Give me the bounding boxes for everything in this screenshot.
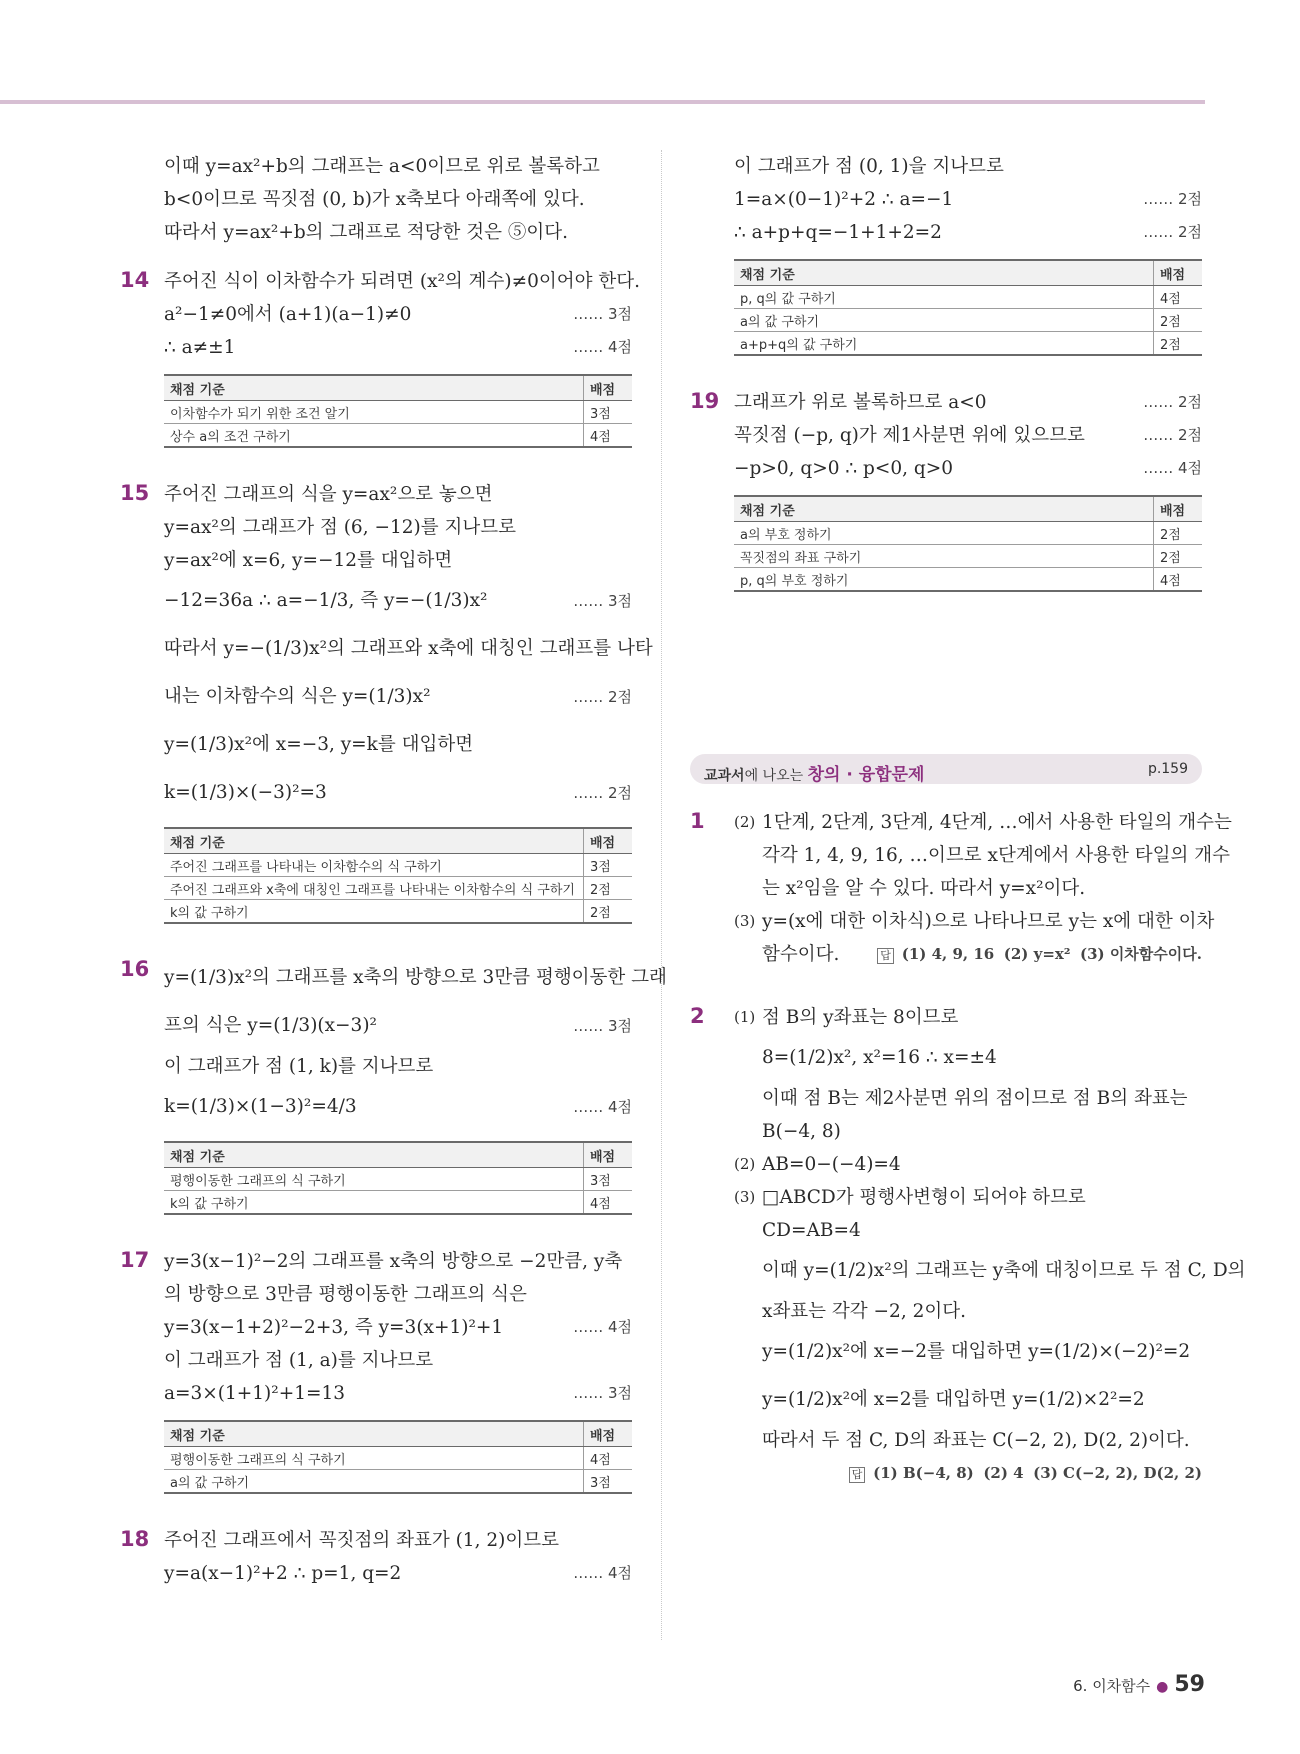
table-cell: 주어진 그래프와 x축에 대칭인 그래프를 나타내는 이차함수의 식 구하기 [164, 877, 584, 900]
right-column [690, 150, 1246, 1517]
table-row [164, 854, 632, 877]
answer-part: (3) C(−2, 2), D(2, 2) [1033, 1464, 1202, 1482]
problem-15 [120, 478, 653, 924]
text-line [734, 386, 1202, 419]
answer-label: 답 [849, 1467, 866, 1483]
text-line [164, 1002, 632, 1050]
answer-part: (1) 4, 9, 16 [901, 945, 995, 963]
text-line [164, 298, 632, 331]
problem-number: 17 [120, 1248, 150, 1272]
text-line: 따라서 y=ax²+b의 그래프로 적당한 것은 ⑤이다. [164, 222, 569, 243]
text-line [164, 954, 667, 1002]
score-mark: …… 3점 [573, 1017, 632, 1035]
line-text: k=(1/3)×(−3)²=3 [164, 782, 327, 803]
text-line: B(−4, 8) [762, 1121, 841, 1142]
banner-title [704, 760, 924, 785]
score-mark: …… 3점 [573, 592, 632, 610]
line-text: y=ax²에 x=6, y=−12를 대입하면 [164, 550, 453, 571]
score-mark: …… 4점 [573, 338, 632, 356]
score-mark: …… 3점 [573, 1384, 632, 1402]
line-text: 1=a×(0−1)²+2 ∴ a=−1 [734, 189, 954, 210]
sub-question-2 [734, 1148, 1202, 1181]
line-text: 그래프가 위로 볼록하므로 a<0 [734, 392, 987, 413]
creative-problem-2 [690, 1001, 1246, 1487]
answer-part: (1) B(−4, 8) [873, 1464, 974, 1482]
problem-number: 2 [690, 1004, 705, 1028]
table-cell: 2점 [1154, 332, 1203, 356]
problem-16 [120, 954, 667, 1215]
grading-table [164, 1420, 632, 1494]
text-line [164, 478, 632, 511]
table-row [734, 309, 1202, 332]
text-line: 1단계, 2단계, 3단계, 4단계, …에서 사용한 타일의 개수는 [762, 812, 1232, 833]
table-cell: 주어진 그래프를 나타내는 이차함수의 식 구하기 [164, 854, 584, 877]
header-rule [0, 100, 1205, 104]
sub-tag: (1) [734, 1008, 756, 1026]
table-row [734, 286, 1202, 309]
table-header: 배점 [584, 1421, 633, 1447]
text-line: 8=(1/2)x², x²=16 ∴ x=±4 [762, 1047, 997, 1068]
text-line: CD=AB=4 [762, 1220, 861, 1241]
problem-18 [120, 1524, 632, 1590]
table-header: 배점 [584, 375, 633, 401]
text-line [734, 216, 1202, 249]
sub-tag: (3) [734, 1188, 756, 1206]
table-header: 채점 기준 [164, 1142, 584, 1168]
section-title: 6. 이차함수 [1073, 1677, 1151, 1695]
sub-tag: (2) [734, 813, 756, 831]
text-line [164, 511, 632, 544]
table-cell: 3점 [584, 854, 633, 877]
table-header: 배점 [1154, 260, 1203, 286]
banner-prefix: 교과서 [704, 768, 745, 784]
text-line [734, 183, 1202, 216]
table-cell: 평행이동한 그래프의 식 구하기 [164, 1447, 584, 1470]
text-line: 이때 y=ax²+b의 그래프는 a<0이므로 위로 볼록하고 [164, 156, 600, 177]
score-mark: …… 4점 [1143, 459, 1202, 477]
table-row [164, 1168, 632, 1191]
text-line: 점 B의 y좌표는 8이므로 [762, 1007, 959, 1028]
left-column [120, 150, 667, 1620]
text-line [164, 265, 641, 298]
table-cell: 4점 [584, 1191, 633, 1215]
text-line: y=(x에 대한 이차식)으로 나타나므로 y는 x에 대한 이차 [762, 911, 1215, 932]
table-cell: 평행이동한 그래프의 식 구하기 [164, 1168, 584, 1191]
answer-key [877, 938, 1202, 971]
text-line [164, 1083, 632, 1131]
line-text: ∴ a≠±1 [164, 337, 236, 358]
page-number: 59 [1174, 1672, 1205, 1697]
text-line [164, 1557, 632, 1590]
text-line [164, 1377, 632, 1410]
table-cell: 4점 [584, 1447, 633, 1470]
table-row [734, 522, 1202, 545]
table-header: 채점 기준 [734, 496, 1154, 522]
text-line [164, 1344, 632, 1377]
problem-19 [690, 386, 1202, 592]
text-line: AB=0−(−4)=4 [762, 1154, 901, 1175]
sub-question-3 [734, 905, 1215, 971]
sub-question-2 [734, 806, 1232, 905]
table-cell: a의 값 구하기 [164, 1470, 584, 1494]
line-text: −12=36a ∴ a=−1/3, 즉 y=−(1/3)x² [164, 590, 488, 611]
sub-question-1 [734, 1001, 1202, 1148]
text-line: 는 x²임을 알 수 있다. 따라서 y=x²이다. [762, 878, 1086, 899]
table-row [164, 900, 632, 924]
table-cell: 3점 [584, 401, 633, 424]
line-text: 이 그래프가 점 (0, 1)을 지나므로 [734, 156, 1004, 177]
problem-13-continuation [120, 150, 632, 249]
score-mark: …… 4점 [573, 1564, 632, 1582]
line-text: y=3(x−1+2)²−2+3, 즉 y=3(x+1)²+1 [164, 1317, 504, 1338]
problem-number: 19 [690, 389, 720, 413]
table-row [164, 401, 632, 424]
text-line [734, 150, 1202, 183]
table-row [734, 332, 1202, 356]
line-text: 이 그래프가 점 (1, k)를 지나므로 [164, 1056, 434, 1077]
grading-table [164, 1141, 632, 1215]
creative-problem-1 [690, 806, 1232, 971]
table-row [164, 877, 632, 900]
score-mark: …… 4점 [573, 1318, 632, 1336]
table-header: 배점 [584, 1142, 633, 1168]
text-line: 따라서 두 점 C, D의 좌표는 C(−2, 2), D(2, 2)이다. [762, 1430, 1190, 1451]
table-cell: 이차함수가 되기 위한 조건 알기 [164, 401, 584, 424]
line-text: 이 그래프가 점 (1, a)를 지나므로 [164, 1350, 434, 1371]
answer-key [849, 1457, 1202, 1490]
banner-mid: 에 나오는 [744, 768, 808, 784]
grading-table [734, 259, 1202, 356]
text-line [734, 452, 1202, 485]
table-cell: a+p+q의 값 구하기 [734, 332, 1154, 356]
text-line [164, 1245, 632, 1278]
column-divider [661, 150, 662, 1640]
score-mark: …… 2점 [573, 784, 632, 802]
answer-part: (2) 4 [983, 1464, 1024, 1482]
spacer [690, 622, 1202, 754]
answer-part: (3) 이차함수이다. [1079, 945, 1202, 963]
line-text: k=(1/3)×(1−3)²=4/3 [164, 1096, 357, 1117]
problem-number: 15 [120, 481, 150, 505]
text-line: 이때 점 B는 제2사분면 위의 점이므로 점 B의 좌표는 [762, 1088, 1188, 1109]
line-text: 프의 식은 y=(1/3)(x−3)² [164, 1015, 377, 1036]
line-text: y=(1/3)x²의 그래프를 x축의 방향으로 3만큼 평행이동한 그래 [164, 967, 667, 988]
table-header: 배점 [584, 828, 633, 854]
text-line: x좌표는 각각 −2, 2이다. [762, 1301, 966, 1322]
line-text: a=3×(1+1)²+1=13 [164, 1383, 346, 1404]
table-cell: 3점 [584, 1168, 633, 1191]
table-row [734, 568, 1202, 592]
problem-14 [120, 265, 641, 448]
problem-number: 1 [690, 809, 705, 833]
score-mark: …… 2점 [1143, 190, 1202, 208]
bullet-icon: ● [1156, 1679, 1169, 1695]
problem-number: 14 [120, 268, 150, 292]
grading-table [734, 495, 1202, 592]
line-text: y=(1/3)x²에 x=−3, y=k를 대입하면 [164, 734, 474, 755]
text-line [164, 721, 632, 769]
score-mark: …… 3점 [573, 305, 632, 323]
grading-table [164, 374, 632, 448]
table-cell: 꼭짓점의 좌표 구하기 [734, 545, 1154, 568]
table-cell: 2점 [584, 900, 633, 924]
line-text: 따라서 y=−(1/3)x²의 그래프와 x축에 대칭인 그래프를 나타 [164, 638, 653, 659]
text-line: y=(1/2)x²에 x=2를 대입하면 y=(1/2)×2²=2 [762, 1389, 1145, 1410]
table-cell: k의 값 구하기 [164, 900, 584, 924]
text-line [164, 1278, 632, 1311]
line-text: 주어진 식이 이차함수가 되려면 (x²의 계수)≠0이어야 한다. [164, 271, 641, 292]
line-text: y=ax²의 그래프가 점 (6, −12)를 지나므로 [164, 517, 516, 538]
text-line: 이때 y=(1/2)x²의 그래프는 y축에 대칭이므로 두 점 C, D의 [762, 1260, 1246, 1281]
table-cell: 2점 [1154, 522, 1203, 545]
text-line [164, 1311, 632, 1344]
problem-number: 16 [120, 957, 150, 981]
text-line: □ABCD가 평행사변형이 되어야 하므로 [762, 1187, 1086, 1208]
table-row [164, 1447, 632, 1470]
line-text: 함수이다. [762, 944, 840, 965]
banner-highlight: 창의 · 융합문제 [807, 765, 925, 785]
text-line: b<0이므로 꼭짓점 (0, b)가 x축보다 아래쪽에 있다. [164, 189, 585, 210]
table-cell: 4점 [584, 424, 633, 448]
table-row [734, 545, 1202, 568]
table-cell: 2점 [584, 877, 633, 900]
page-footer [1073, 1672, 1205, 1697]
text-line [164, 1524, 632, 1557]
problem-18-continuation [690, 150, 1202, 356]
line-text: −p>0, q>0 ∴ p<0, q>0 [734, 458, 954, 479]
table-cell: k의 값 구하기 [164, 1191, 584, 1215]
table-cell: p, q의 값 구하기 [734, 286, 1154, 309]
table-cell: 3점 [584, 1470, 633, 1494]
text-line: 각각 1, 4, 9, 16, …이므로 x단계에서 사용한 타일의 개수 [762, 845, 1231, 866]
line-text: 내는 이차함수의 식은 y=(1/3)x² [164, 686, 431, 707]
answer-label: 답 [877, 948, 894, 964]
text-line [164, 544, 632, 577]
grading-table [164, 827, 632, 924]
banner-page-ref: p.159 [1147, 761, 1188, 777]
table-cell: a의 값 구하기 [734, 309, 1154, 332]
score-mark: …… 2점 [573, 688, 632, 706]
line-text: y=3(x−1)²−2의 그래프를 x축의 방향으로 −2만큼, y축 [164, 1251, 623, 1272]
line-text: 꼭짓점 (−p, q)가 제1사분면 위에 있으므로 [734, 425, 1085, 446]
table-header: 채점 기준 [734, 260, 1154, 286]
table-header: 채점 기준 [164, 828, 584, 854]
table-cell: 상수 a의 조건 구하기 [164, 424, 584, 448]
text-line [164, 1050, 632, 1083]
creative-problems-banner [690, 754, 1202, 784]
line-text: a²−1≠0에서 (a+1)(a−1)≠0 [164, 304, 412, 325]
score-mark: …… 4점 [573, 1098, 632, 1116]
sub-tag: (3) [734, 912, 756, 930]
table-cell: 4점 [1154, 568, 1203, 592]
text-line [762, 938, 1202, 971]
line-text: 주어진 그래프의 식을 y=ax²으로 놓으면 [164, 484, 493, 505]
text-line [164, 769, 632, 817]
line-text: 의 방향으로 3만큼 평행이동한 그래프의 식은 [164, 1284, 527, 1305]
problem-17 [120, 1245, 632, 1494]
table-cell: p, q의 부호 정하기 [734, 568, 1154, 592]
score-mark: …… 2점 [1143, 393, 1202, 411]
text-line [164, 577, 632, 625]
score-mark: …… 2점 [1143, 426, 1202, 444]
table-row [164, 424, 632, 448]
table-header: 배점 [1154, 496, 1203, 522]
line-text: 주어진 그래프에서 꼭짓점의 좌표가 (1, 2)이므로 [164, 1530, 559, 1551]
table-cell: 4점 [1154, 286, 1203, 309]
sub-question-3 [734, 1181, 1246, 1487]
table-header: 채점 기준 [164, 375, 584, 401]
text-line [164, 331, 632, 364]
text-line [164, 673, 632, 721]
table-header: 채점 기준 [164, 1421, 584, 1447]
problem-number: 18 [120, 1527, 150, 1551]
table-cell: a의 부호 정하기 [734, 522, 1154, 545]
table-row [164, 1191, 632, 1215]
table-cell: 2점 [1154, 309, 1203, 332]
answer-part: (2) y=x² [1003, 945, 1071, 963]
sub-tag: (2) [734, 1155, 756, 1173]
table-row [164, 1470, 632, 1494]
table-cell: 2점 [1154, 545, 1203, 568]
line-text: y=a(x−1)²+2 ∴ p=1, q=2 [164, 1563, 402, 1584]
text-line: y=(1/2)x²에 x=−2를 대입하면 y=(1/2)×(−2)²=2 [762, 1341, 1191, 1362]
text-line [762, 1457, 1202, 1487]
text-line [164, 625, 653, 673]
score-mark: …… 2점 [1143, 223, 1202, 241]
line-text: ∴ a+p+q=−1+1+2=2 [734, 222, 942, 243]
text-line [734, 419, 1202, 452]
